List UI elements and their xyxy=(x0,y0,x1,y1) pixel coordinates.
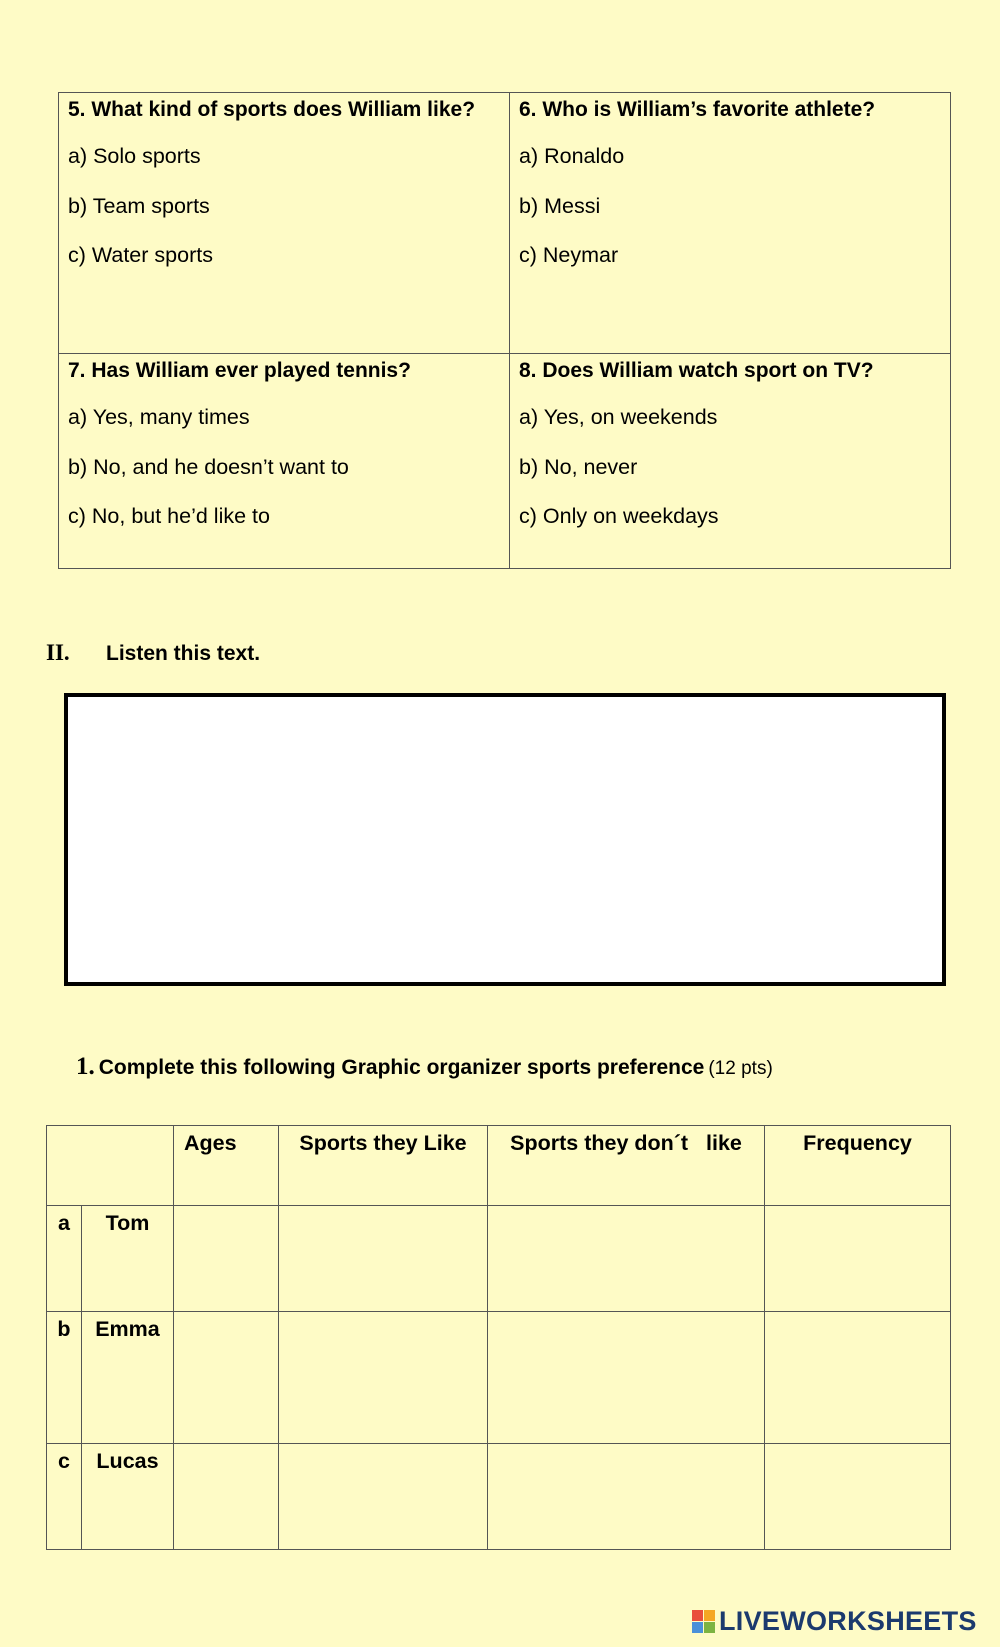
answer-option[interactable]: c) No, but he’d like to xyxy=(68,504,270,528)
answer-cell[interactable] xyxy=(765,1312,951,1444)
answer-option[interactable]: c) Neymar xyxy=(519,243,619,267)
logo-mark-tile xyxy=(704,1610,715,1621)
answer-option[interactable]: a) Solo sports xyxy=(68,144,201,168)
section-title: Listen this text. xyxy=(106,642,261,665)
question-cell xyxy=(510,354,951,569)
row-letter: c xyxy=(47,1444,82,1550)
header-sports-dislike: Sports they don´t like xyxy=(488,1126,765,1206)
row-name: Tom xyxy=(82,1206,174,1312)
row-letter: b xyxy=(47,1312,82,1444)
answer-option[interactable]: a) Yes, on weekends xyxy=(519,405,718,429)
row-name: Lucas xyxy=(82,1444,174,1550)
logo-text: LIVEWORKSHEETS xyxy=(719,1606,977,1636)
logo-mark-icon xyxy=(692,1610,715,1633)
answer-option[interactable]: b) No, and he doesn’t want to xyxy=(68,454,349,479)
question-cell xyxy=(59,93,510,354)
answer-option[interactable]: a) Ronaldo xyxy=(519,144,625,168)
row-letter: a xyxy=(47,1206,82,1312)
listening-text-box[interactable] xyxy=(64,693,946,986)
answer-cell[interactable] xyxy=(174,1206,279,1312)
header-sports-like: Sports they Like xyxy=(279,1126,488,1206)
liveworksheets-logo xyxy=(692,1606,977,1637)
header-frequency: Frequency xyxy=(765,1126,951,1206)
comprehension-questions-table xyxy=(58,92,951,569)
graphic-organizer-table xyxy=(46,1125,951,1550)
answer-option[interactable]: b) Messi xyxy=(519,193,601,218)
question-title: 7. Has William ever played tennis? xyxy=(68,359,411,382)
table-row xyxy=(47,1312,951,1444)
answer-option[interactable]: b) Team sports xyxy=(68,193,210,218)
table-row xyxy=(47,1206,951,1312)
section-number: II. xyxy=(46,640,70,665)
answer-cell[interactable] xyxy=(279,1312,488,1444)
header-ages: Ages xyxy=(174,1126,279,1206)
corner-cell xyxy=(47,1126,174,1206)
logo-mark-tile xyxy=(692,1610,703,1621)
question-title: 5. What kind of sports does William like? xyxy=(68,98,476,121)
answer-cell[interactable] xyxy=(174,1444,279,1550)
answer-cell[interactable] xyxy=(765,1444,951,1550)
row-name: Emma xyxy=(82,1312,174,1444)
answer-option[interactable]: c) Only on weekdays xyxy=(519,504,719,528)
answer-option[interactable]: a) Yes, many times xyxy=(68,405,250,429)
table-row xyxy=(47,1444,951,1550)
answer-cell[interactable] xyxy=(488,1206,765,1312)
task-points: (12 pts) xyxy=(708,1058,773,1079)
logo-mark-tile xyxy=(704,1622,715,1633)
question-cell xyxy=(510,93,951,354)
question-title: 8. Does William watch sport on TV? xyxy=(519,359,874,382)
section-heading xyxy=(46,640,260,666)
logo-mark-tile xyxy=(692,1622,703,1633)
answer-cell[interactable] xyxy=(279,1206,488,1312)
task-instruction xyxy=(76,1053,773,1081)
answer-cell[interactable] xyxy=(488,1444,765,1550)
answer-cell[interactable] xyxy=(279,1444,488,1550)
answer-option[interactable]: b) No, never xyxy=(519,454,638,479)
answer-cell[interactable] xyxy=(174,1312,279,1444)
task-text: Complete this following Graphic organizer sports preference xyxy=(98,1056,705,1079)
question-cell xyxy=(59,354,510,569)
answer-cell[interactable] xyxy=(488,1312,765,1444)
task-number: 1. xyxy=(76,1053,95,1080)
answer-option[interactable]: c) Water sports xyxy=(68,243,213,267)
answer-cell[interactable] xyxy=(765,1206,951,1312)
question-title: 6. Who is William’s favorite athlete? xyxy=(519,98,876,121)
